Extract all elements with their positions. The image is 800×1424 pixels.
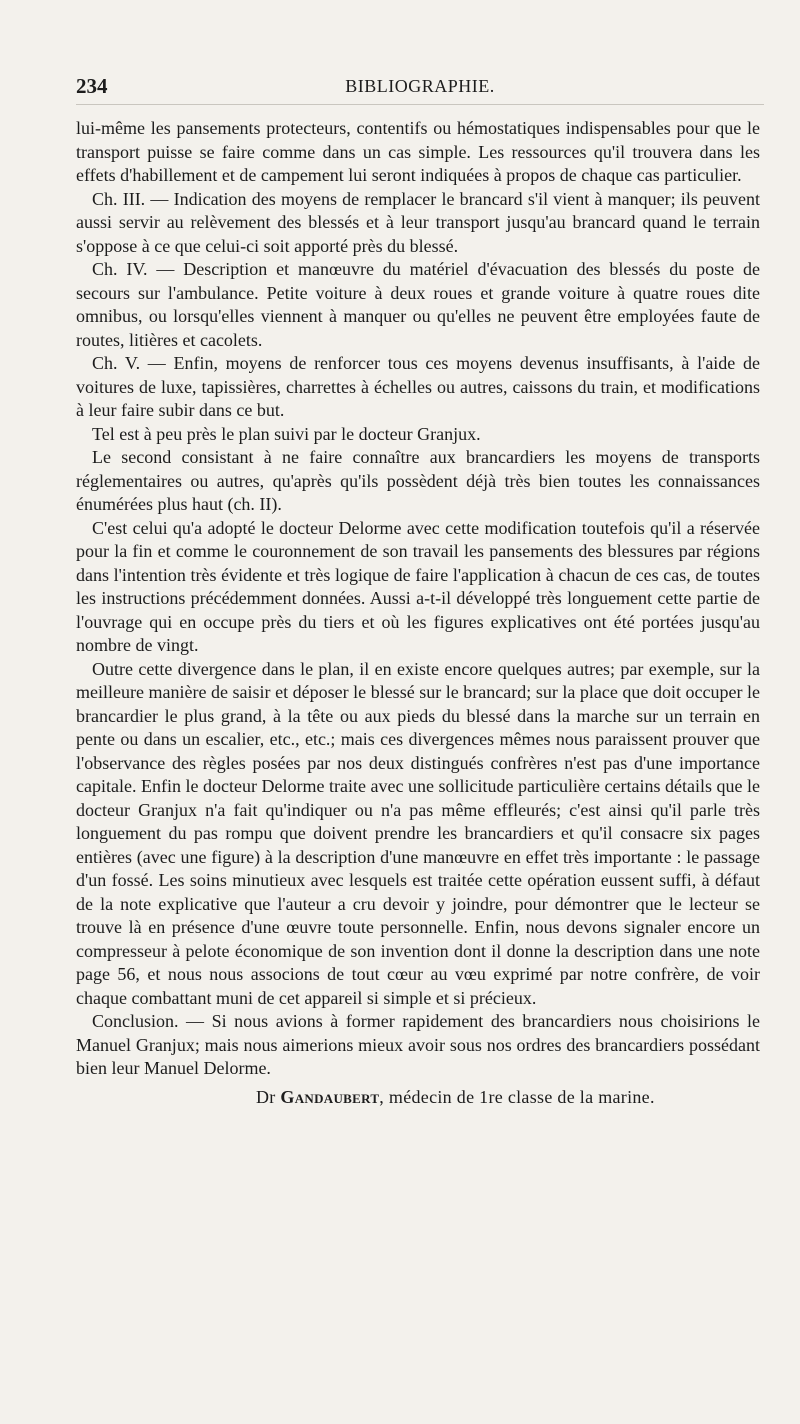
page-header: [76, 64, 764, 105]
paragraph: Outre cette divergence dans le plan, il en existe encore quelques autres; par exemple, sur la meilleure manière de saisir et déposer le blessé sur le brancard; sur la place que doit occuper le brancardier le plus grand, à la tête ou aux pieds du blessé dans la marche sur un terrain en pente ou dans un escalier, etc., etc.; mais ces divergences mêmes nous paraissent prouver que l'observance des règles posées par nos deux distingués confrères n'est pas d'une importance capitale. Enfin le docteur Delorme traite avec une sollicitude particulière certains détails que le docteur Granjux n'a fait qu'indiquer ou n'a pas même effleurés; c'est ainsi qu'il parle très longuement du pas rompu que doivent prendre les brancardiers et qu'il consacre six pages entières (avec une figure) à la description d'une manœuvre en effet très importante : le passage d'un fossé. Les soins minutieux avec lesquels est traitée cette opération eussent suffi, à défaut de la note explicative que l'auteur a cru devoir y joindre, pour démontrer que le lecteur se trouve là en présence d'une œuvre toute personnelle. Enfin, nous devons signaler encore un compresseur à pelote économique de son invention dont il donne la description dans une note page 56, et nous nous associons de tout cœur au vœu exprimé par notre confrère, de voir chaque combattant muni de cet appareil si simple et si précieux.: [76, 658, 760, 1008]
signature-rest: , médecin de 1re classe de la marine.: [379, 1086, 655, 1107]
paragraph: Ch. V. — Enfin, moyens de renforcer tous ces moyens devenus insuffisants, à l'aide de voitures de luxe, tapissières, charrettes à échelles ou autres, caissons du train, et modifications à leur faire subir dans ce but.: [76, 353, 760, 420]
paragraph: C'est celui qu'a adopté le docteur Delorme avec cette modification toutefois qu'il a réservée pour la fin et comme le couronnement de son travail les pansements des blessures par régions dans l'intention très évidente et très logique de faire l'application à chacun de ces cas, de toutes les instructions précédemment données. Aussi a-t-il développé très longuement cette partie de l'ouvrage qui en occupe près du tiers et où les figures explicatives ont été portées jusqu'au nombre de vingt.: [76, 517, 760, 655]
page-number: 234: [76, 74, 108, 98]
paragraph: Ch. IV. — Description et manœuvre du matériel d'évacuation des blessés du poste de secours sur l'ambulance. Petite voiture à deux roues et grande voiture à quatre roues dite omnibus, ou lorsqu'elles viennent à manquer ou qu'elles ne peuvent être employées faute de routes, litières et cacolets.: [76, 259, 760, 350]
author-signature: [76, 1085, 764, 1109]
paragraph: Ch. III. — Indication des moyens de remplacer le brancard s'il vient à manquer; ils peuvent aussi servir au relèvement des blessés et à leur transport jusqu'au brancard quand le terrain s'oppose à ce que celui-ci soit apporté près du blessé.: [76, 188, 760, 256]
paragraph: Le second consistant à ne faire connaître aux brancardiers les moyens de transports réglementaires ou autres, qu'après qu'ils possèdent déjà très bien toutes les connaissances énumérées plus haut (ch. II).: [76, 447, 760, 514]
body-text: [76, 117, 760, 1081]
signature-title: Dr: [256, 1086, 276, 1107]
paragraph: lui-même les pansements protecteurs, contentifs ou hémostatiques indispensables pour que le transport puisse se faire comme dans un cas simple. Les ressources qu'il trouvera dans les effets d'habillement et de campement lui seront indiquées à propos de chaque cas particulier.: [76, 118, 760, 185]
signature-name: Gandaubert: [280, 1086, 380, 1107]
running-title: BIBLIOGRAPHIE.: [345, 76, 495, 96]
paragraph: Conclusion. — Si nous avions à former rapidement des brancardiers nous choisirions le Manuel Granjux; mais nous aimerions mieux avoir sous nos ordres des brancardiers possédant bien leur Manuel Delorme.: [76, 1011, 760, 1078]
paragraph: Tel est à peu près le plan suivi par le docteur Granjux.: [92, 423, 481, 444]
